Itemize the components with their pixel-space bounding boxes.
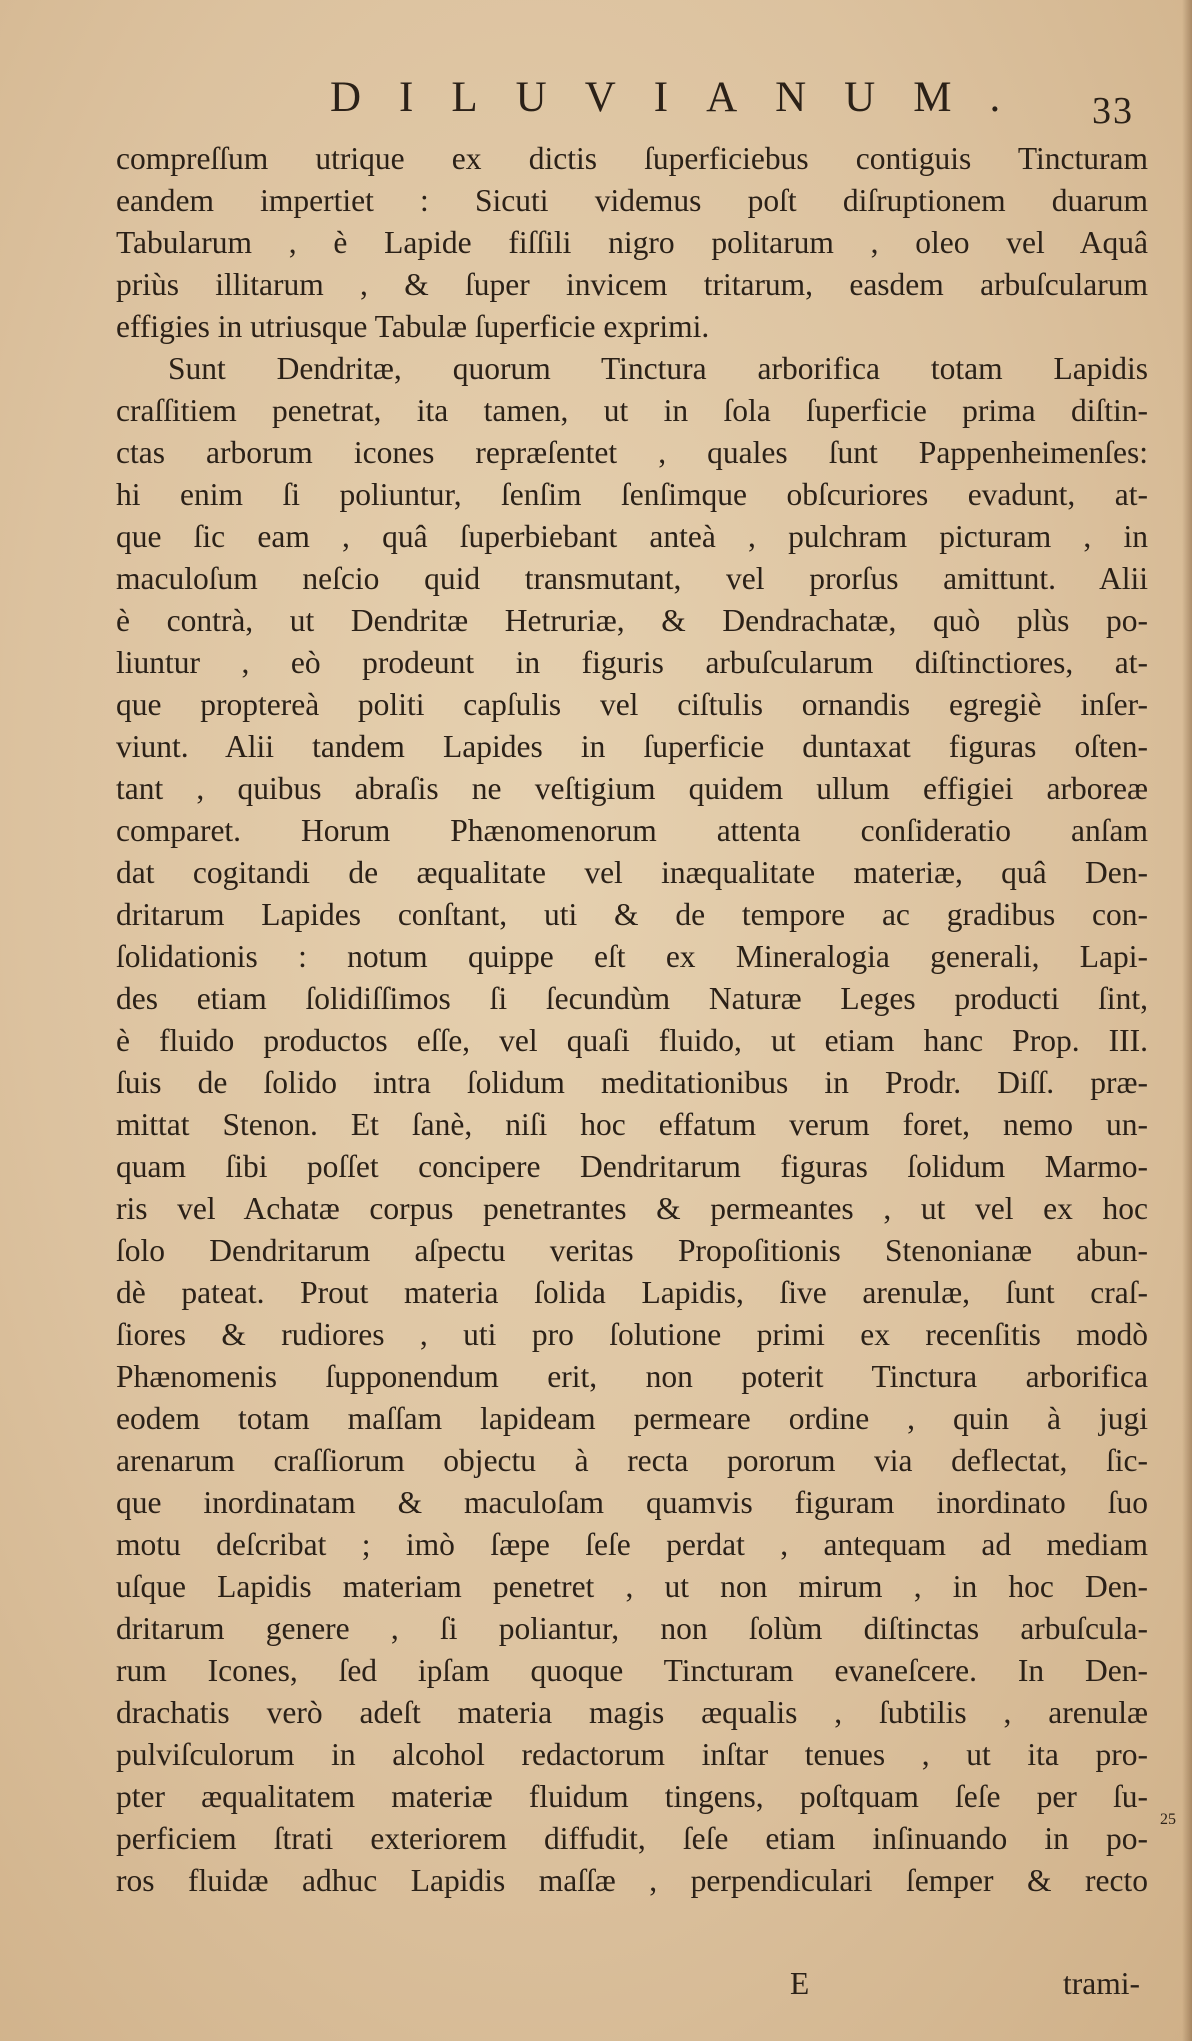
- running-head: [0, 68, 1192, 132]
- text-line: maculoſum neſcio quid transmutant, vel prorſus amittunt. Alii: [116, 561, 1148, 596]
- text-line: ſiores & rudiores , uti pro ſolutione primi ex recenſitis modò: [116, 1317, 1148, 1352]
- page-number: 33: [1092, 90, 1134, 132]
- text-line: motu deſcribat ; imò ſæpe ſeſe perdat , antequam ad mediam: [116, 1527, 1148, 1562]
- text-line: pter æqualitatem materiæ fluidum tingens, poſtquam ſeſe per ſu-: [116, 1779, 1148, 1814]
- text-line: compreſſum utrique ex dictis ſuperficiebus contiguis Tincturam: [116, 141, 1148, 176]
- text-line: des etiam ſolidiſſimos ſi ſecundùm Naturæ Leges producti ſint,: [116, 981, 1148, 1016]
- text-line: dritarum genere , ſi poliantur, non ſolùm diſtinctas arbuſcula-: [116, 1611, 1148, 1646]
- text-line: mittat Stenon. Et ſanè, niſi hoc effatum verum foret, nemo un-: [116, 1107, 1148, 1142]
- running-title: DILUVIANUM.: [330, 74, 1039, 121]
- text-line: Tabularum , è Lapide fiſſili nigro politarum , oleo vel Aquâ: [116, 225, 1148, 260]
- text-line: ctas arborum icones repræſentet , quales ſunt Pappenheimenſes:: [116, 435, 1148, 470]
- text-line: que proptereà politi capſulis vel ciſtulis ornandis egregiè inſer-: [116, 687, 1148, 722]
- text-line: hi enim ſi poliuntur, ſenſim ſenſimque obſcuriores evadunt, at-: [116, 477, 1148, 512]
- text-line: dat cogitandi de æqualitate vel inæqualitate materiæ, quâ Den-: [116, 855, 1148, 890]
- signature-mark: E: [790, 1966, 810, 2001]
- text-line: rum Icones, ſed ipſam quoque Tincturam evaneſcere. In Den-: [116, 1653, 1148, 1688]
- text-line: drachatis verò adeſt materia magis æqualis , ſubtilis , arenulæ: [116, 1695, 1148, 1730]
- text-line: que inordinatam & maculoſam quamvis figuram inordinato ſuo: [116, 1485, 1148, 1520]
- text-line: arenarum craſſiorum objectu à recta pororum via deflectat, ſic-: [116, 1443, 1148, 1478]
- text-line: ſolo Dendritarum aſpectu veritas Propoſitionis Stenonianæ abun-: [116, 1233, 1148, 1268]
- text-line: eodem totam maſſam lapideam permeare ordine , quin à jugi: [116, 1401, 1148, 1436]
- text-line: ſolidationis : notum quippe eſt ex Mineralogia generali, Lapi-: [116, 939, 1148, 974]
- text-line: ſuis de ſolido intra ſolidum meditationibus in Prodr. Diſſ. præ-: [116, 1065, 1148, 1100]
- text-line: dritarum Lapides conſtant, uti & de tempore ac gradibus con-: [116, 897, 1148, 932]
- text-line: pulviſculorum in alcohol redactorum inſtar tenues , ut ita pro-: [116, 1737, 1148, 1772]
- text-line: dè pateat. Prout materia ſolida Lapidis, ſive arenulæ, ſunt craſ-: [116, 1275, 1148, 1310]
- body-text: [116, 138, 1148, 1902]
- margin-note: 25: [1160, 1811, 1176, 1828]
- text-line: perficiem ſtrati exteriorem diffudit, ſeſe etiam inſinuando in po-: [116, 1821, 1148, 1856]
- text-line: quam ſibi poſſet concipere Dendritarum figuras ſolidum Marmo-: [116, 1149, 1148, 1184]
- text-line: effigies in utriusque Tabulæ ſuperficie exprimi.: [116, 309, 710, 344]
- text-line: uſque Lapidis materiam penetret , ut non mirum , in hoc Den-: [116, 1569, 1148, 1604]
- text-line: comparet. Horum Phænomenorum attenta conſideratio anſam: [116, 813, 1148, 848]
- text-line: que ſic eam , quâ ſuperbiebant anteà , pulchram picturam , in: [116, 519, 1148, 554]
- text-line: è fluido productos eſſe, vel quaſi fluido, ut etiam hanc Prop. III.: [116, 1023, 1148, 1058]
- text-line: eandem impertiet : Sicuti videmus poſt diſruptionem duarum: [116, 183, 1148, 218]
- text-line: liuntur , eò prodeunt in figuris arbuſcularum diſtinctiores, at-: [116, 645, 1148, 680]
- text-line: Phænomenis ſupponendum erit, non poterit Tinctura arborifica: [116, 1359, 1148, 1394]
- text-line: ros fluidæ adhuc Lapidis maſſæ , perpendiculari ſemper & recto: [116, 1863, 1148, 1898]
- text-line: priùs illitarum , & ſuper invicem tritarum, easdem arbuſcularum: [116, 267, 1148, 302]
- text-line: è contrà, ut Dendritæ Hetruriæ, & Dendrachatæ, quò plùs po-: [116, 603, 1148, 638]
- text-line: Sunt Dendritæ, quorum Tinctura arborifica totam Lapidis: [168, 351, 1148, 386]
- text-line: viunt. Alii tandem Lapides in ſuperficie duntaxat figuras oſten-: [116, 729, 1148, 764]
- text-line: tant , quibus abraſis ne veſtigium quidem ullum effigiei arboreæ: [116, 771, 1148, 806]
- text-line: ris vel Achatæ corpus penetrantes & permeantes , ut vel ex hoc: [116, 1191, 1148, 1226]
- catchword: trami-: [1063, 1966, 1140, 2001]
- text-line: craſſitiem penetrat, ita tamen, ut in ſola ſuperficie prima diſtin-: [116, 393, 1148, 428]
